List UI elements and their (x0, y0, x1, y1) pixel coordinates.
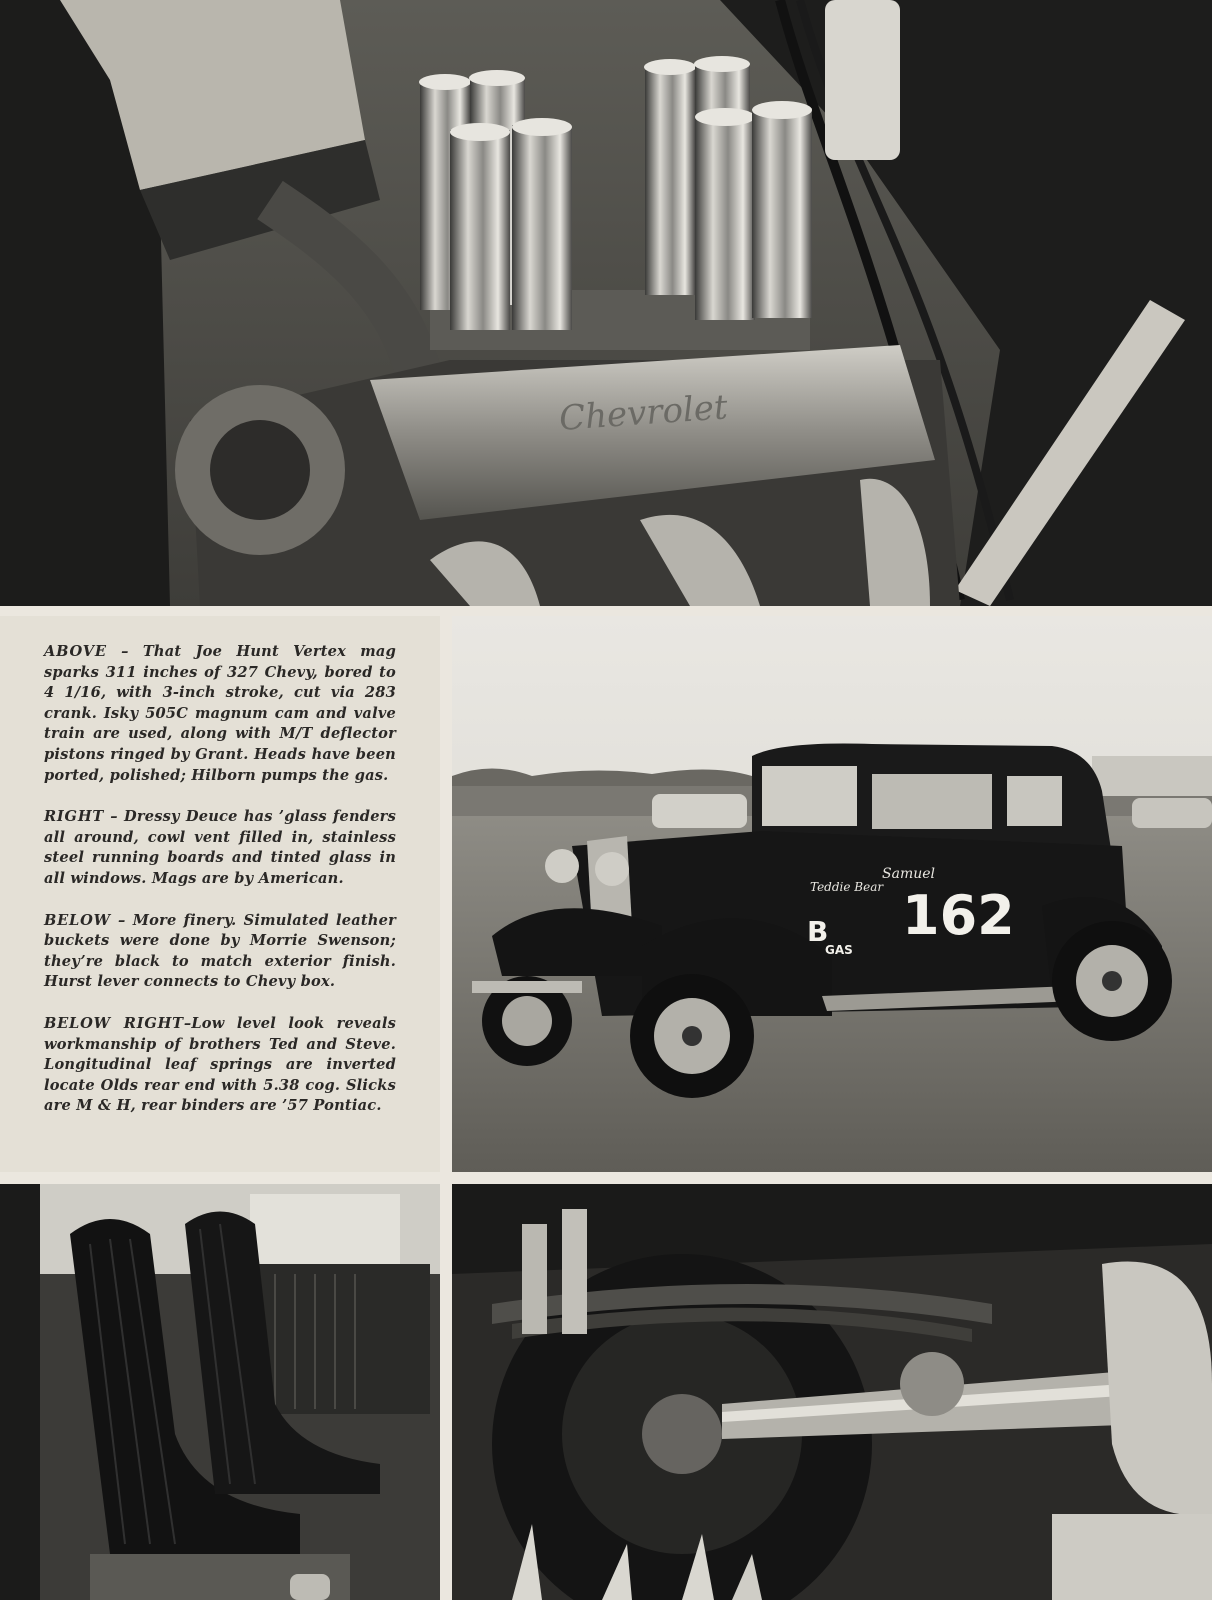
caption-right (44, 807, 396, 889)
car-sponsor: Samuel (882, 866, 935, 882)
car-photo (452, 616, 1212, 1172)
caption-lead: RIGHT (44, 808, 105, 826)
caption-below-right (44, 1014, 396, 1117)
car-number: 162 (902, 884, 1015, 947)
rear-suspension-photo (452, 1184, 1212, 1600)
car-script-name: Teddie Bear (810, 880, 884, 894)
caption-text: – More finery. Simulated leather buckets were done by Morrie Swenson; they’re black to match exterior finish. Hurst lever connects to Chevy box. (44, 911, 396, 991)
caption-lead: BELOW (44, 911, 111, 929)
caption-above (44, 642, 396, 786)
car-class-label: GAS (825, 943, 853, 957)
caption-text: –Low level look reveals workmanship of brothers Ted and Steve. Longitudinal leaf springs are inverted locate Olds rear end with 5.38 cog. Slicks are M & H, rear binders are ’57 Pontiac. (44, 1014, 396, 1115)
caption-lead: ABOVE (44, 643, 107, 660)
caption-lead: BELOW RIGHT (44, 1014, 184, 1032)
caption-text: – Dressy Deuce has ’glass fenders all around, cowl vent filled in, stainless steel running boards and tinted glass in all windows. Mags are by American. (44, 808, 396, 887)
engine-photo (0, 0, 1212, 606)
caption-below (44, 911, 396, 993)
caption-box (0, 616, 440, 1172)
caption-text: – That Joe Hunt Vertex mag sparks 311 inches of 327 Chevy, bored to 4 1/16, with 3-inch stroke, cut via 283 crank. Isky 505C magnum cam and valve train are used, along with M/T deflector pistons ringed by Grant. Heads have been ported, polished; Hilborn pumps the gas. (44, 643, 396, 784)
valve-cover-script: Chevrolet (557, 387, 729, 439)
bucket-seats-photo (0, 1184, 440, 1600)
car-class-letter: B (807, 915, 829, 948)
